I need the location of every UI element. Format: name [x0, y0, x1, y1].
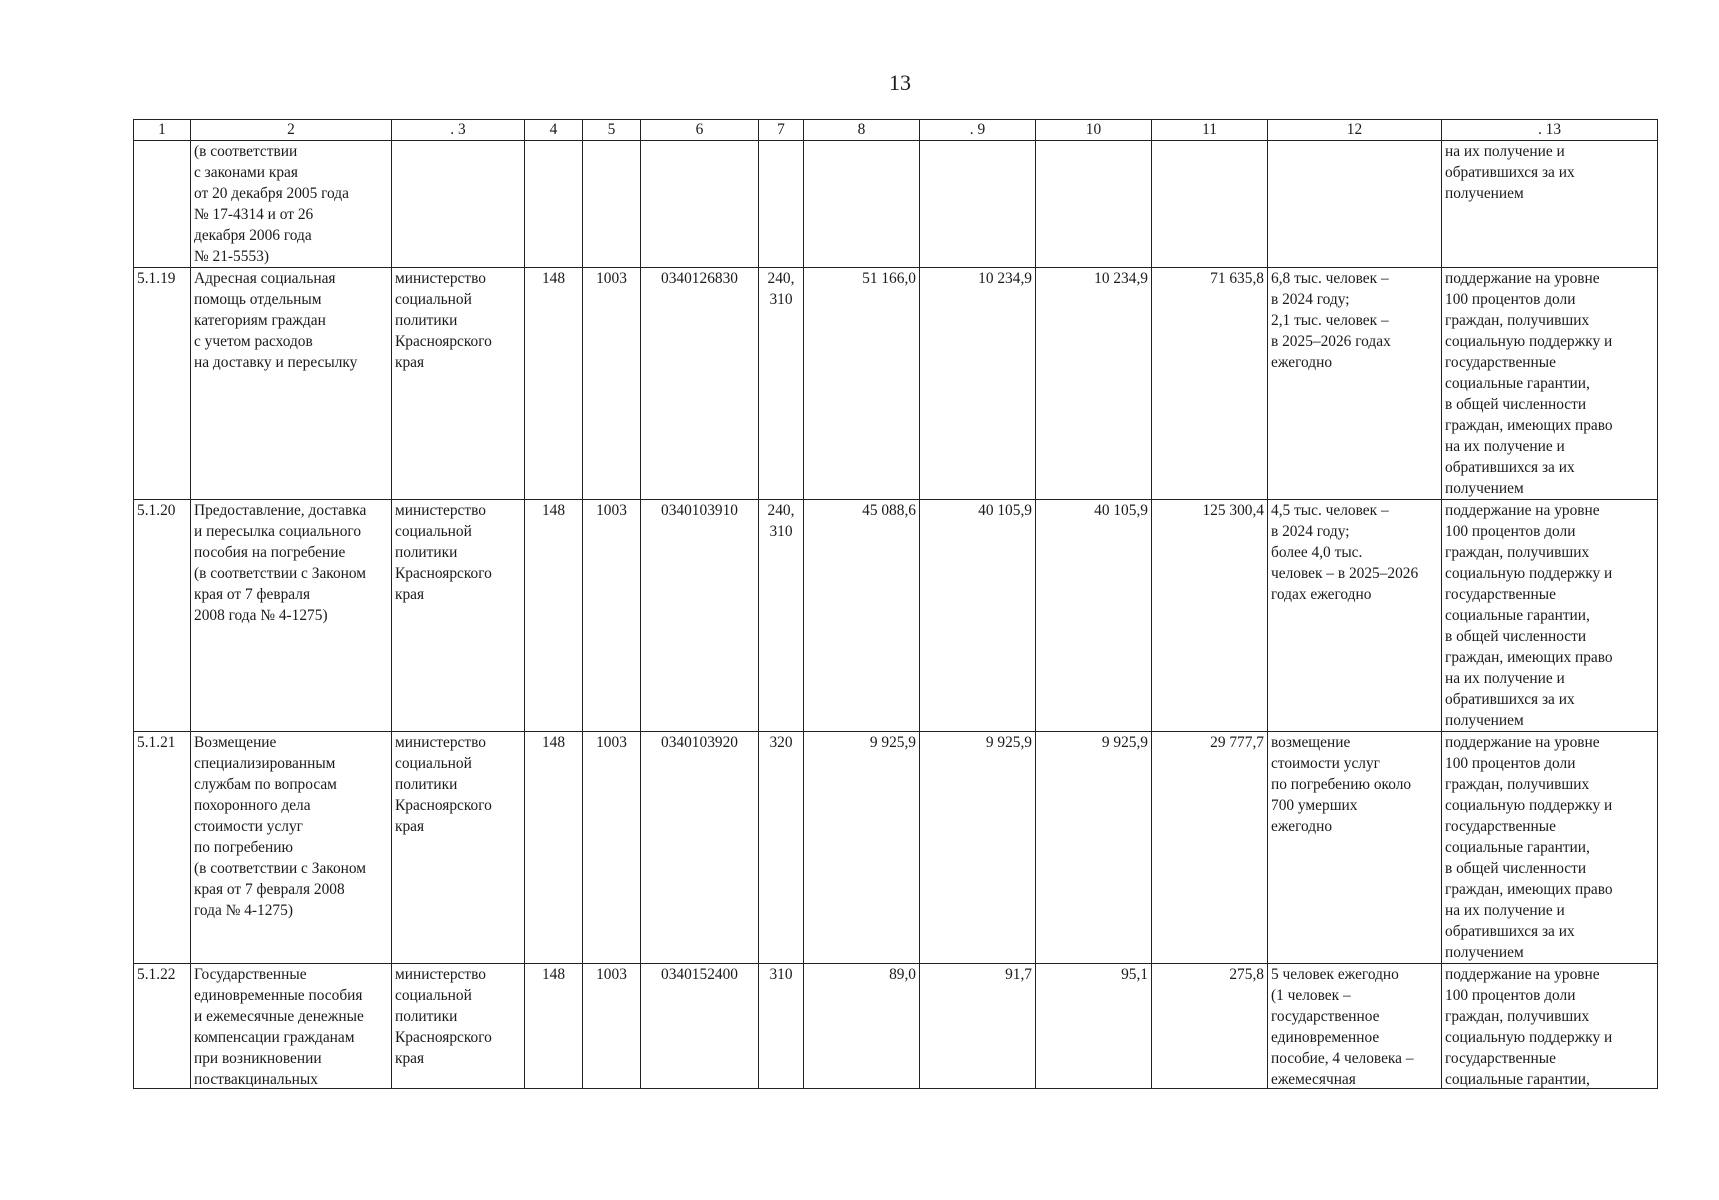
table-row	[134, 964, 1658, 1089]
cell-rzpr: 1003	[583, 500, 641, 732]
cell-csr: 0340152400	[641, 964, 759, 1089]
cell-executor	[392, 141, 525, 268]
cell-name: (в соответствии с законами края от 20 декабря 2005 года № 17-4314 и от 26 декабря 2006 года № 21-5553)	[191, 141, 392, 268]
cell-num: 5.1.22	[134, 964, 191, 1089]
table-row-continuation	[134, 141, 1658, 268]
cell-csr	[641, 141, 759, 268]
cell-2025: 40 105,9	[920, 500, 1036, 732]
cell-result: 5 человек ежегодно (1 человек – государственное единовременное пособие, 4 человека – ежемесячная	[1271, 966, 1414, 1088]
cell-result	[1268, 141, 1442, 268]
cell-2025	[920, 141, 1036, 268]
header-cell: 10	[1036, 120, 1152, 141]
column-number-row	[134, 120, 1658, 141]
cell-grbs: 148	[525, 500, 583, 732]
cell-total: 125 300,4	[1152, 500, 1268, 732]
cell-name: Предоставление, доставка и пересылка социального пособия на погребение (в соответствии с Законом края от 7 февраля 2008 года № 4-1275)	[191, 500, 392, 732]
cell-executor: министерство социальной политики Красноярского края	[392, 268, 525, 500]
cell-result: возмещение стоимости услуг по погребению около 700 умерших ежегодно	[1268, 732, 1442, 964]
header-cell: 12	[1268, 120, 1442, 141]
cell-vr: 240, 310	[759, 268, 804, 500]
cell-2026: 40 105,9	[1036, 500, 1152, 732]
cell-grbs	[525, 141, 583, 268]
header-cell: 7	[759, 120, 804, 141]
cell-num	[134, 141, 191, 268]
cell-2026: 10 234,9	[1036, 268, 1152, 500]
cell-rzpr: 1003	[583, 268, 641, 500]
cell-name: Возмещение специализированным службам по вопросам похоронного дела стоимости услуг по погребению (в соответствии с Законом края от 7 февраля 2008 года № 4-1275)	[191, 732, 392, 964]
cell-2024: 51 166,0	[804, 268, 920, 500]
cell-executor: министерство социальной политики Красноярского края	[392, 732, 525, 964]
cell-2026	[1036, 141, 1152, 268]
cell-indicator: поддержание на уровне 100 процентов доли граждан, получивших социальную поддержку и государственные социальные гарантии, в общей численности граждан, имеющих право на их получение и обратившихся за их получением	[1442, 268, 1658, 500]
header-cell: 11	[1152, 120, 1268, 141]
table-row	[134, 732, 1658, 964]
cell-rzpr: 1003	[583, 964, 641, 1089]
cell-vr: 240, 310	[759, 500, 804, 732]
cell-grbs: 148	[525, 268, 583, 500]
cell-grbs: 148	[525, 964, 583, 1089]
header-cell: . 13	[1442, 120, 1658, 141]
cell-result: 6,8 тыс. человек – в 2024 году; 2,1 тыс. человек – в 2025–2026 годах ежегодно	[1268, 268, 1442, 500]
cell-total: 71 635,8	[1152, 268, 1268, 500]
cell-name: Государственные единовременные пособия и ежемесячные денежные компенсации гражданам при возникновении поствакцинальных	[194, 966, 364, 1088]
cell-name-wrap	[191, 964, 392, 1089]
cell-2024: 89,0	[804, 964, 920, 1089]
table-row	[134, 268, 1658, 500]
cell-num: 5.1.19	[134, 268, 191, 500]
cell-result: 4,5 тыс. человек – в 2024 году; более 4,0 тыс. человек – в 2025–2026 годах ежегодно	[1268, 500, 1442, 732]
cell-2025: 91,7	[920, 964, 1036, 1089]
cell-csr: 0340126830	[641, 268, 759, 500]
header-cell: 5	[583, 120, 641, 141]
cell-indicator: поддержание на уровне 100 процентов доли граждан, получивших социальную поддержку и государственные социальные гарантии, в общей численности граждан, имеющих право на их получение и обратившихся за их получением	[1442, 500, 1658, 732]
header-cell: . 3	[392, 120, 525, 141]
cell-indicator: поддержание на уровне 100 процентов доли граждан, получивших социальную поддержку и государственные социальные гарантии,	[1445, 966, 1613, 1088]
cell-2026: 95,1	[1036, 964, 1152, 1089]
cell-2024: 9 925,9	[804, 732, 920, 964]
cell-csr: 0340103920	[641, 732, 759, 964]
header-cell: 6	[641, 120, 759, 141]
cell-name: Адресная социальная помощь отдельным категориям граждан с учетом расходов на доставку и пересылку	[191, 268, 392, 500]
cell-rzpr	[583, 141, 641, 268]
cell-indicator: поддержание на уровне 100 процентов доли граждан, получивших социальную поддержку и государственные социальные гарантии, в общей численности граждан, имеющих право на их получение и обратившихся за их получением	[1442, 732, 1658, 964]
cell-vr: 310	[759, 964, 804, 1089]
cell-grbs: 148	[525, 732, 583, 964]
cell-indicator-wrap	[1442, 964, 1658, 1089]
cell-result-wrap	[1268, 964, 1442, 1089]
program-activities-table	[133, 119, 1658, 1089]
cell-total: 275,8	[1152, 964, 1268, 1089]
cell-num: 5.1.21	[134, 732, 191, 964]
cell-csr: 0340103910	[641, 500, 759, 732]
page-number: 13	[889, 70, 911, 95]
cell-2024: 45 088,6	[804, 500, 920, 732]
cell-total: 29 777,7	[1152, 732, 1268, 964]
cell-executor: министерство социальной политики Красноярского края	[392, 500, 525, 732]
cell-indicator: на их получение и обратившихся за их получением	[1442, 141, 1658, 268]
cell-2025: 9 925,9	[920, 732, 1036, 964]
header-cell: 2	[191, 120, 392, 141]
header-cell: . 9	[920, 120, 1036, 141]
cell-2025: 10 234,9	[920, 268, 1036, 500]
cell-vr	[759, 141, 804, 268]
cell-rzpr: 1003	[583, 732, 641, 964]
cell-total	[1152, 141, 1268, 268]
cell-2024	[804, 141, 920, 268]
cell-2026: 9 925,9	[1036, 732, 1152, 964]
header-cell: 4	[525, 120, 583, 141]
table-row	[134, 500, 1658, 732]
cell-num: 5.1.20	[134, 500, 191, 732]
header-cell: 8	[804, 120, 920, 141]
cell-executor: министерство социальной политики Красноярского края	[392, 964, 525, 1089]
header-cell: 1	[134, 120, 191, 141]
cell-vr: 320	[759, 732, 804, 964]
